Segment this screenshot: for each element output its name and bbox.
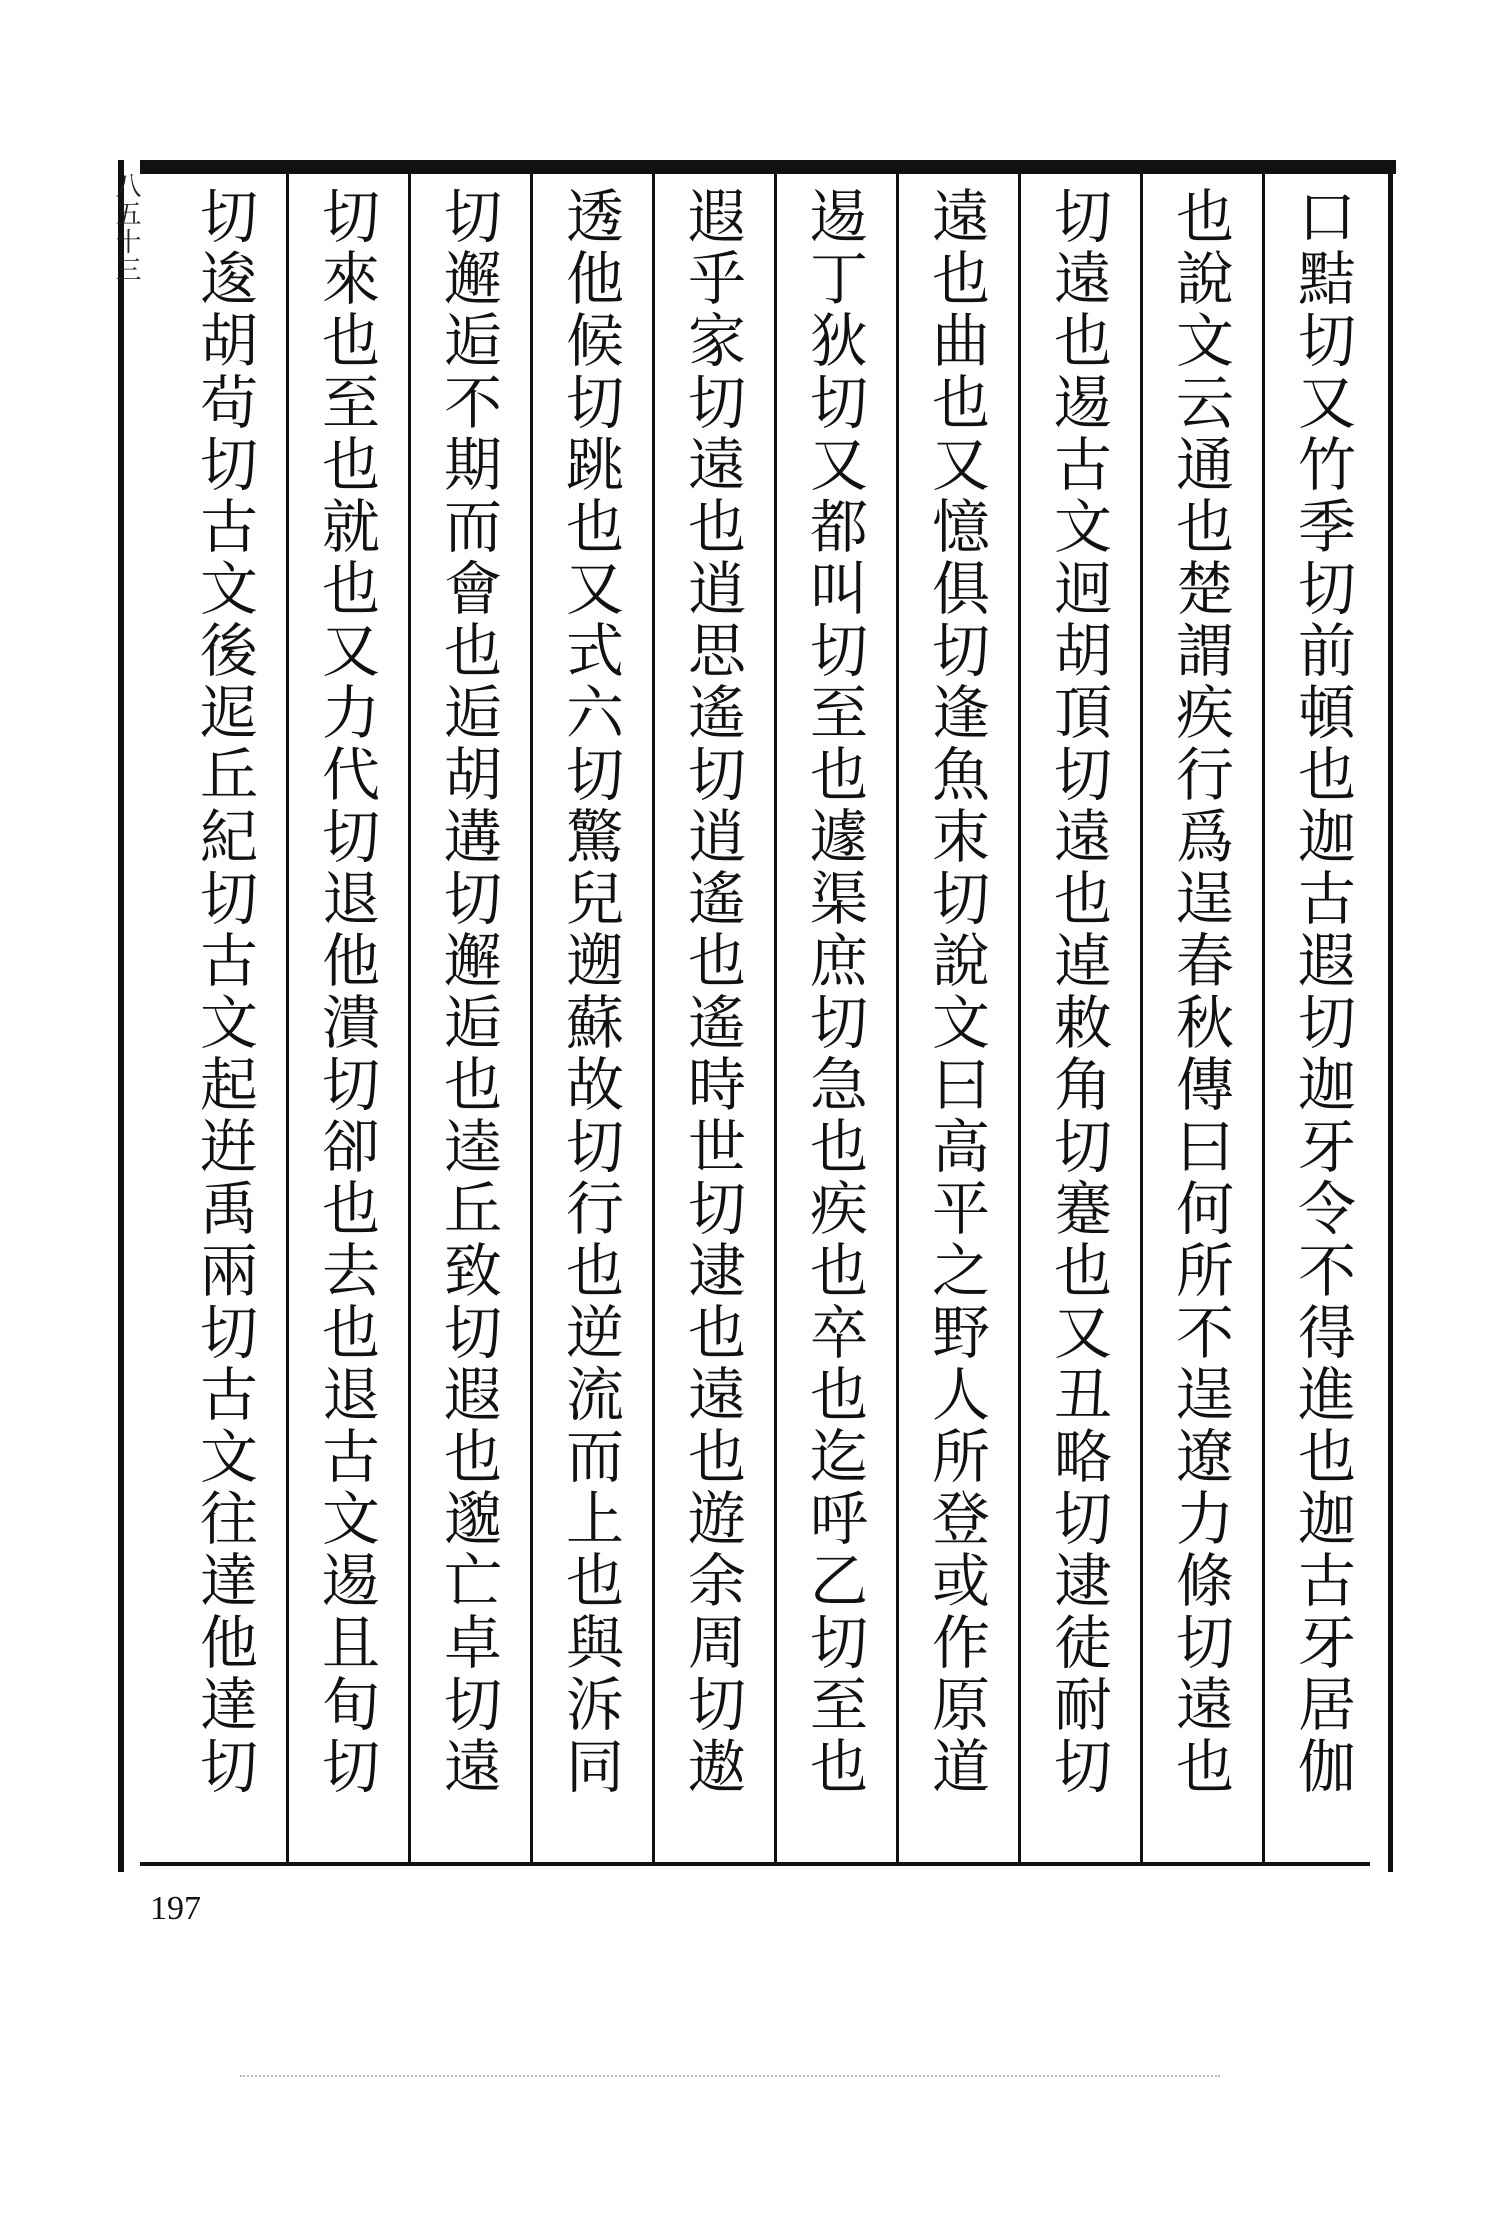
column-rule <box>652 172 655 1862</box>
text-column-5: 逷丁狄切又都叫切至也遽渠庶切急也疾也卒也迄呼乙切至也 <box>800 186 868 1798</box>
text-column-1: 口黠切又竹季切前頓也迦古遐切迦牙令不得進也迦古牙居伽 <box>1288 186 1356 1798</box>
scan-noise <box>240 2075 1220 2081</box>
column-rule <box>1140 172 1143 1862</box>
text-column-4: 遠也曲也又憶俱切逢魚朿切說文曰高平之野人所登或作原道 <box>922 186 990 1798</box>
column-rule <box>1262 172 1265 1862</box>
margin-label: 八五十三 <box>111 172 141 284</box>
frame-right-border <box>1388 160 1393 1872</box>
column-rule <box>530 172 533 1862</box>
text-column-8: 切邂逅不期而會也逅胡遘切邂逅也逵丘致切遐也邈亡卓切遠 <box>434 186 502 1798</box>
frame-bottom-border <box>140 1862 1370 1866</box>
frame-left-border <box>118 160 124 1872</box>
text-column-6: 遐乎家切遠也逍思遙切逍遙也遙時世切逮也遠也遊余周切遨 <box>678 186 746 1798</box>
page-number: 197 <box>150 1890 201 1927</box>
text-column-10: 切逡胡茍切古文後迡丘紀切古文起逬禹兩切古文往達他達切 <box>190 186 258 1798</box>
text-column-9: 切來也至也就也又力代切退他潰切卻也去也退古文逷且旬切 <box>312 186 380 1798</box>
column-rule <box>896 172 899 1862</box>
column-rule <box>774 172 777 1862</box>
text-column-3: 切遠也逷古文迥胡頂切遠也逴敕角切蹇也又丑略切逮徒耐切 <box>1044 186 1112 1798</box>
column-rule <box>286 172 289 1862</box>
frame-top-border <box>140 160 1396 174</box>
column-rule <box>408 172 411 1862</box>
text-column-7: 透他候切跳也又式六切驚兒遡蘇故切行也逆流而上也與泝同 <box>556 186 624 1798</box>
text-column-2: 也說文云通也楚謂疾行爲逞春秋傳曰何所不逞遼力條切遠也 <box>1166 186 1234 1798</box>
column-rule <box>1018 172 1021 1862</box>
